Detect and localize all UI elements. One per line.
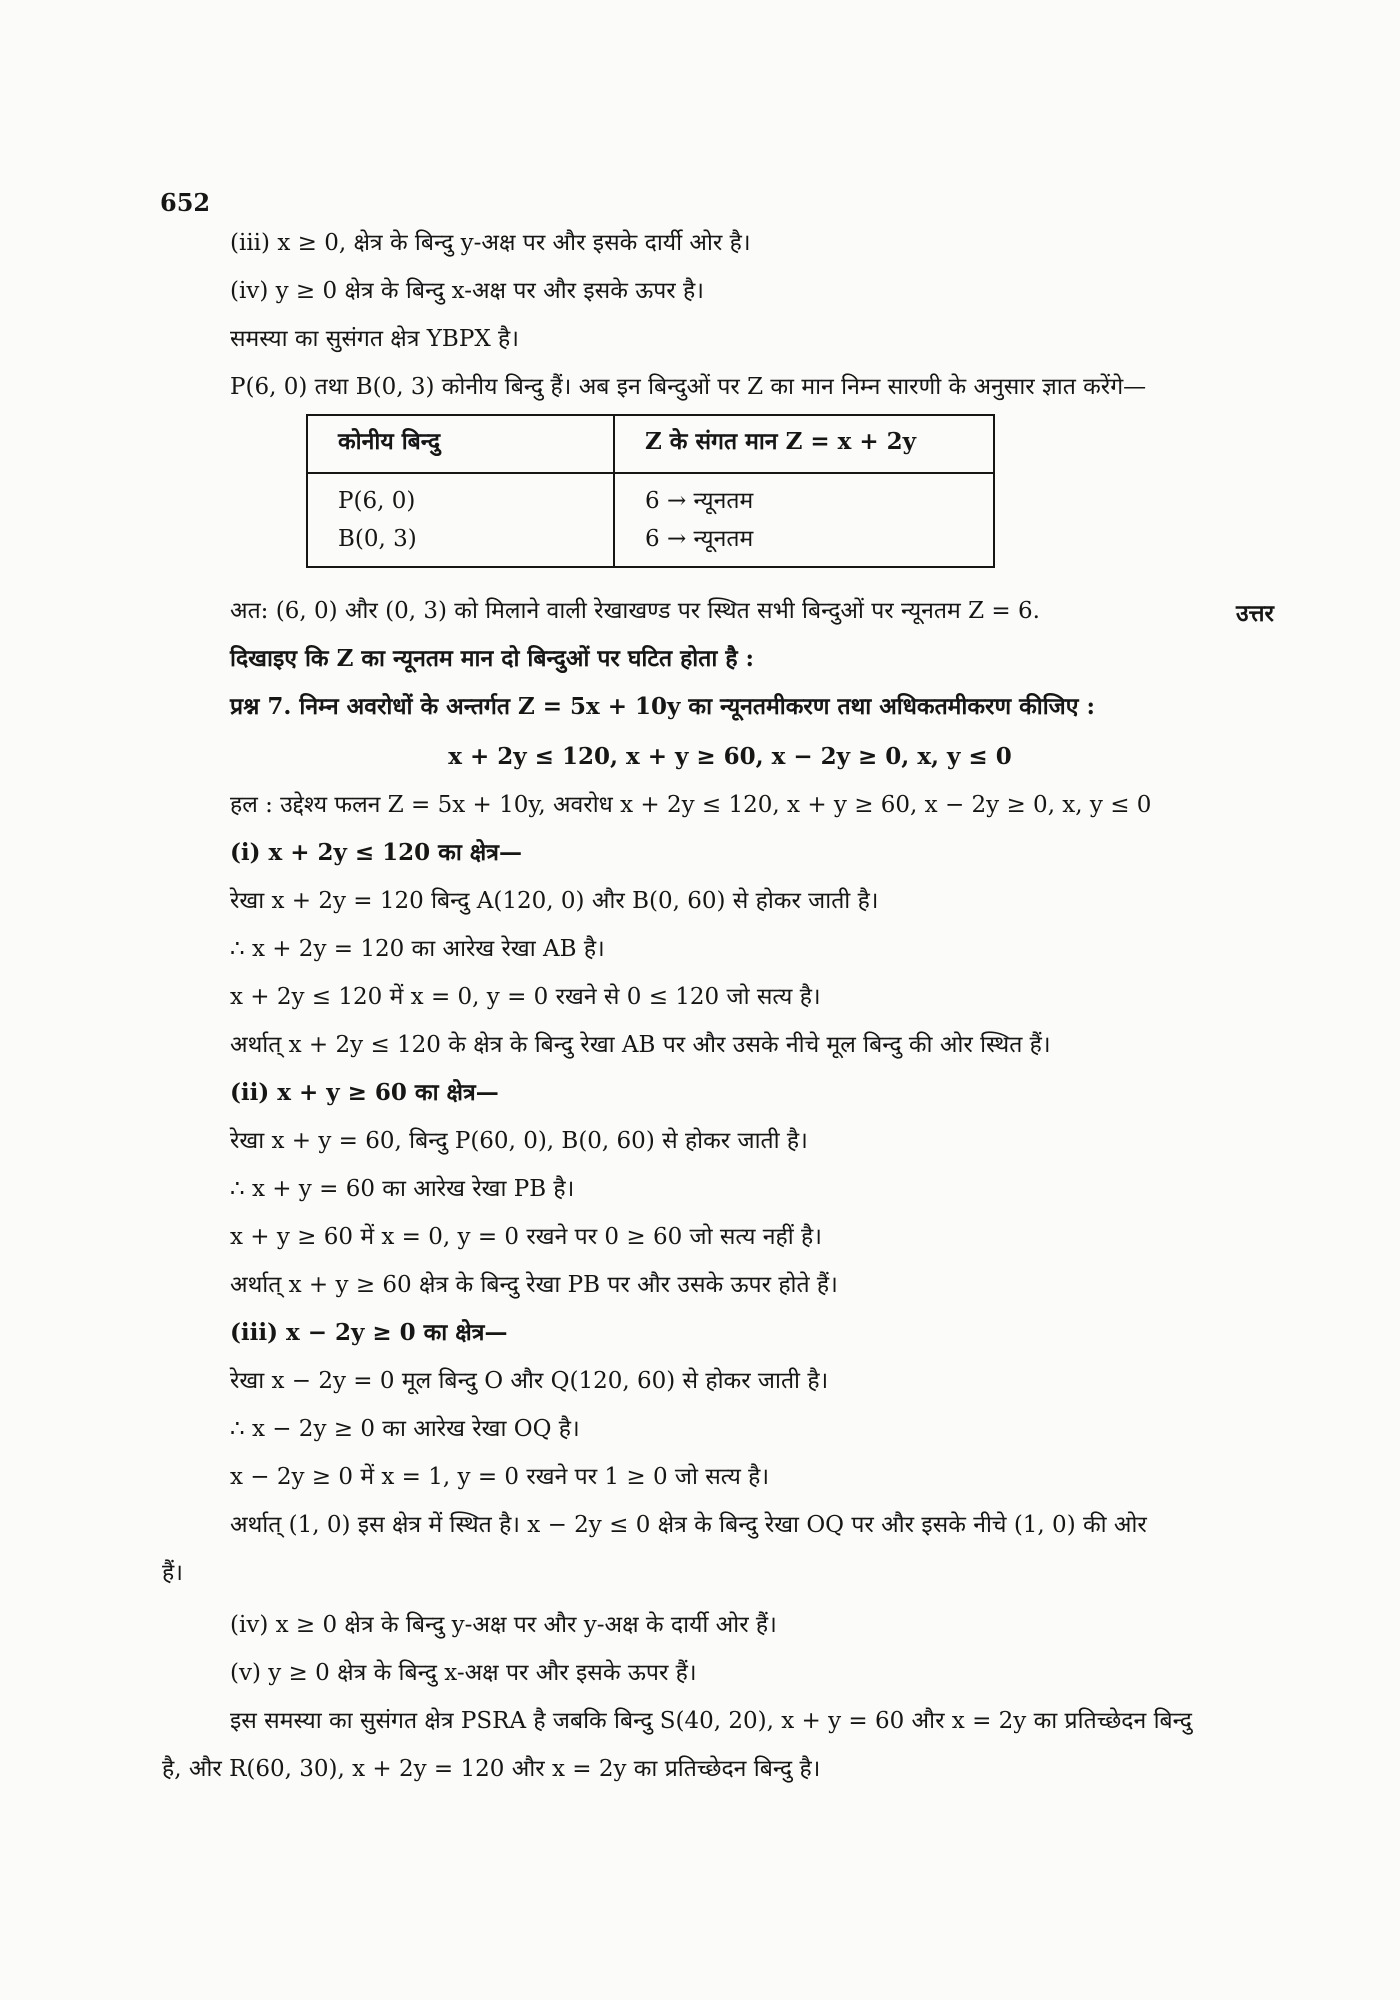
- text-line: है, और R(60, 30), x + 2y = 120 और x = 2y का प्रतिच्छेदन बिन्दु है।: [162, 1756, 821, 1782]
- text-line: अर्थात् (1, 0) इस क्षेत्र में स्थित है। x − 2y ≤ 0 क्षेत्र के बिन्दु रेखा OQ पर और इसके नीचे (1, 0) की ओर: [230, 1512, 1147, 1538]
- text-line: ∴ x + 2y = 120 का आरेख रेखा AB है।: [230, 936, 605, 962]
- answer-label: उत्तर: [1236, 600, 1274, 627]
- constraints-line: x + 2y ≤ 120, x + y ≥ 60, x − 2y ≥ 0, x, y ≤ 0: [448, 743, 1012, 770]
- text-line: रेखा x + 2y = 120 बिन्दु A(120, 0) और B(0, 60) से होकर जाती है।: [230, 888, 879, 914]
- table-cell: [614, 473, 994, 567]
- text-line: (iv) x ≥ 0 क्षेत्र के बिन्दु y-अक्ष पर और y-अक्ष के दार्यी ओर हैं।: [230, 1612, 777, 1638]
- text-line: रेखा x − 2y = 0 मूल बिन्दु O और Q(120, 60) से होकर जाती है।: [230, 1368, 829, 1394]
- text-line: समस्या का सुसंगत क्षेत्र YBPX है।: [230, 326, 519, 352]
- text-line: अर्थात् x + y ≥ 60 क्षेत्र के बिन्दु रेखा PB पर और उसके ऊपर होते हैं।: [230, 1272, 838, 1298]
- section-heading: (ii) x + y ≥ 60 का क्षेत्र—: [230, 1079, 499, 1106]
- table-header-row: [307, 415, 994, 473]
- text-line: x − 2y ≥ 0 में x = 1, y = 0 रखने पर 1 ≥ 0 जो सत्य है।: [230, 1464, 770, 1490]
- show-line: दिखाइए कि Z का न्यूनतम मान दो बिन्दुओं पर घटित होता है :: [230, 645, 755, 672]
- question-title: प्रश्न 7. निम्न अवरोधों के अन्तर्गत Z = 5x + 10y का न्यूनतमीकरण तथा अधिकतमीकरण कीजिए :: [230, 693, 1095, 720]
- text-line: (iv) y ≥ 0 क्षेत्र के बिन्दु x-अक्ष पर और इसके ऊपर है।: [230, 278, 704, 304]
- text-line: रेखा x + y = 60, बिन्दु P(60, 0), B(0, 60) से होकर जाती है।: [230, 1128, 808, 1154]
- text-line: अर्थात् x + 2y ≤ 120 के क्षेत्र के बिन्दु रेखा AB पर और उसके नीचे मूल बिन्दु की ओर स्थित हैं।: [230, 1032, 1051, 1058]
- text-line: हल : उद्देश्य फलन Z = 5x + 10y, अवरोध x + 2y ≤ 120, x + y ≥ 60, x − 2y ≥ 0, x, y ≤ 0: [230, 792, 1152, 818]
- cell-text: 6 → न्यूनतम: [645, 488, 754, 514]
- table-row: [307, 473, 994, 567]
- cell-text: P(6, 0): [338, 488, 416, 514]
- text-line: हैं।: [162, 1560, 183, 1586]
- text-line: P(6, 0) तथा B(0, 3) कोनीय बिन्दु हैं। अब इन बिन्दुओं पर Z का मान निम्न सारणी के अनुसार ज्ञात करेंगे—: [230, 374, 1147, 400]
- text-line: ∴ x − 2y ≥ 0 का आरेख रेखा OQ है।: [230, 1416, 580, 1442]
- page-number: 652: [160, 188, 211, 217]
- table-cell: [307, 473, 614, 567]
- text-line: (iii) x ≥ 0, क्षेत्र के बिन्दु y-अक्ष पर और इसके दार्यी ओर है।: [230, 230, 751, 256]
- section-heading: (iii) x − 2y ≥ 0 का क्षेत्र—: [230, 1319, 508, 1346]
- text-line: x + y ≥ 60 में x = 0, y = 0 रखने पर 0 ≥ 60 जो सत्य नहीं है।: [230, 1224, 822, 1250]
- table-header: Z के संगत मान Z = x + 2y: [614, 415, 994, 473]
- cell-text: 6 → न्यूनतम: [645, 526, 754, 552]
- cell-text: B(0, 3): [338, 526, 417, 552]
- text-line: (v) y ≥ 0 क्षेत्र के बिन्दु x-अक्ष पर और इसके ऊपर हैं।: [230, 1660, 697, 1686]
- corner-values-table: [306, 414, 995, 568]
- section-heading: (i) x + 2y ≤ 120 का क्षेत्र—: [230, 839, 522, 866]
- table-header: कोनीय बिन्दु: [307, 415, 614, 473]
- text-line: x + 2y ≤ 120 में x = 0, y = 0 रखने से 0 ≤ 120 जो सत्य है।: [230, 984, 821, 1010]
- text-line: ∴ x + y = 60 का आरेख रेखा PB है।: [230, 1176, 575, 1202]
- conclusion-line: अत: (6, 0) और (0, 3) को मिलाने वाली रेखाखण्ड पर स्थित सभी बिन्दुओं पर न्यूनतम Z = 6.: [230, 598, 1040, 624]
- text-line: इस समस्या का सुसंगत क्षेत्र PSRA है जबकि बिन्दु S(40, 20), x + y = 60 और x = 2y का प्रतिच्छेदन बिन्दु: [230, 1708, 1192, 1734]
